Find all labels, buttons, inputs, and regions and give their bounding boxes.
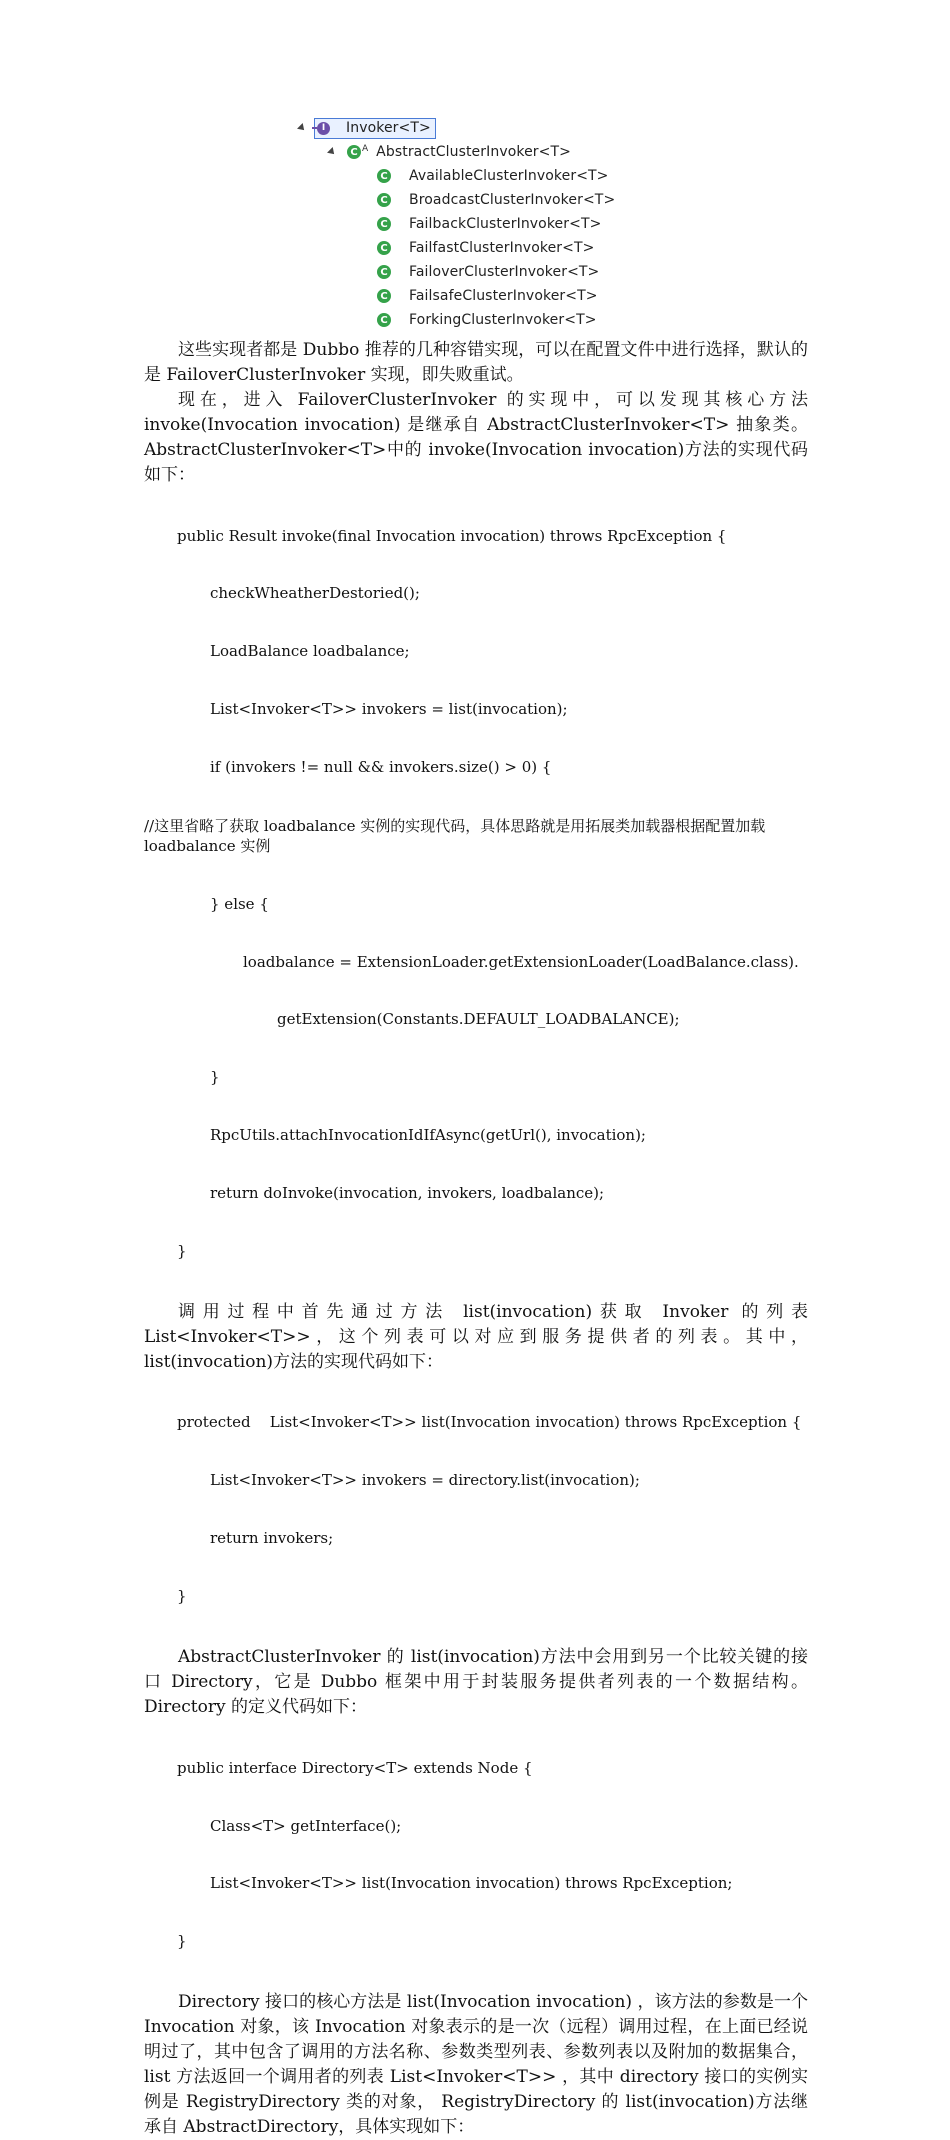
- paragraph-directory-list: Directory 接口的核心方法是 list(Invocation invocation) ，该方法的参数是一个 Invocation 对象，该 Invocation 对象表示的是一次（远程）调用过程，在上面已经说明过了，其中包含了调用的方法名称、参数类型列表、参数列表以及附加的数据集合，list 方法返回一个调用者的列表 List<Invoker<T>> ，其中 directory 接口的实例实例是 RegistryDirectory 类的对象， RegistryDirectory 的 list(invocation)方法继承自 AbstractDirectory，具体实现如下：: [144, 1992, 808, 2138]
- code-line: return doInvoke(invocation, invokers, loadbalance);: [210, 1184, 605, 1203]
- code-block-list: [144, 1375, 808, 1645]
- tree-node-class[interactable]: [377, 214, 601, 234]
- code-line: public interface Directory<T> extends Node {: [177, 1758, 533, 1777]
- code-line: loadbalance = ExtensionLoader.getExtensionLoader(LoadBalance.class).: [243, 952, 799, 971]
- tree-node-label: Invoker<T>: [346, 120, 431, 136]
- code-line: LoadBalance loadbalance;: [210, 642, 410, 661]
- code-line: Class<T> getInterface();: [210, 1816, 402, 1835]
- tree-node-label: AbstractClusterInvoker<T>: [376, 144, 571, 160]
- tree-node-label: FailoverClusterInvoker<T>: [409, 264, 600, 280]
- tree-node-label: BroadcastClusterInvoker<T>: [409, 192, 616, 208]
- code-block-invoke: [144, 488, 808, 1300]
- code-line: checkWheatherDestoried();: [210, 584, 420, 603]
- document-body: [144, 338, 808, 2140]
- code-line: RpcUtils.attachInvocationIdIfAsync(getUrl(), invocation);: [210, 1126, 646, 1145]
- code-line: }: [177, 1932, 187, 1951]
- code-line: }: [210, 1068, 220, 1087]
- tree-node-label: ForkingClusterInvoker<T>: [409, 312, 597, 328]
- class-hierarchy-tree: [0, 0, 950, 340]
- abstract-class-icon: C A: [347, 145, 368, 159]
- code-line: }: [177, 1587, 187, 1606]
- tree-node-class[interactable]: [377, 238, 594, 258]
- tree-node-class[interactable]: [377, 286, 598, 306]
- tree-node-label: FailfastClusterInvoker<T>: [409, 240, 595, 256]
- code-line: List<Invoker<T>> invokers = list(invocation);: [210, 700, 568, 719]
- code-line: protected List<Invoker<T>> list(Invocation invocation) throws RpcException {: [177, 1413, 802, 1432]
- tree-node-class[interactable]: [377, 262, 599, 282]
- tree-node-label: FailbackClusterInvoker<T>: [409, 216, 602, 232]
- code-line: public Result invoke(final Invocation invocation) throws RpcException {: [177, 526, 727, 545]
- code-line: return invokers;: [210, 1529, 334, 1548]
- tree-node-class[interactable]: [377, 310, 597, 330]
- paragraph-directory-intro: AbstractClusterInvoker 的 list(invocation)方法中会用到另一个比较关键的接口 Directory，它是 Dubbo 框架中用于封装服务提供者列表的一个数据结构。Directory 的定义代码如下：: [144, 1647, 808, 1718]
- selection-highlight[interactable]: [314, 118, 436, 139]
- code-line: if (invokers != null && invokers.size() > 0) {: [210, 758, 552, 777]
- tree-node-root[interactable]: [314, 118, 436, 138]
- expand-toggle-icon[interactable]: [297, 123, 307, 133]
- code-comment: //这里省略了获取 loadbalance 实例的实现代码，具体思路就是用拓展类加载器根据配置加载 loadbalance 实例: [144, 817, 766, 856]
- interface-icon: I: [317, 122, 330, 135]
- code-block-directory: [144, 1720, 808, 1990]
- class-icon: C: [377, 193, 391, 207]
- paragraph-failover-invoke: 现在，进入 FailoverClusterInvoker 的实现中，可以发现其核心方法 invoke(Invocation invocation) 是继承自 AbstractClusterInvoker<T> 抽象类。AbstractClusterInvoker<T>中的 invoke(Invocation invocation)方法的实现代码如下：: [144, 390, 808, 485]
- class-icon: C: [377, 313, 391, 327]
- tree-node-abstract[interactable]: [347, 142, 571, 162]
- class-icon: C: [377, 169, 391, 183]
- tree-node-class[interactable]: [377, 166, 609, 186]
- code-line: } else {: [210, 894, 269, 913]
- expand-toggle-icon[interactable]: [327, 147, 337, 157]
- class-icon: C: [377, 265, 391, 279]
- code-line: List<Invoker<T>> list(Invocation invocation) throws RpcException;: [210, 1874, 733, 1893]
- code-line: getExtension(Constants.DEFAULT_LOADBALANCE);: [277, 1010, 680, 1029]
- class-icon: C: [377, 289, 391, 303]
- class-icon: C: [377, 241, 391, 255]
- paragraph-cluster-implementations: 这些实现者都是 Dubbo 推荐的几种容错实现，可以在配置文件中进行选择，默认的是 FailoverClusterInvoker 实现，即失败重试。: [144, 340, 808, 385]
- tree-node-label: AvailableClusterInvoker<T>: [409, 168, 609, 184]
- code-line: List<Invoker<T>> invokers = directory.list(invocation);: [210, 1471, 640, 1490]
- code-line: }: [177, 1241, 187, 1260]
- tree-node-class[interactable]: [377, 190, 615, 210]
- class-icon: C: [377, 217, 391, 231]
- tree-node-label: FailsafeClusterInvoker<T>: [409, 288, 598, 304]
- paragraph-list-invocation: 调用过程中首先通过方法 list(invocation)获取 Invoker 的列表 List<Invoker<T>>，这个列表可以对应到服务提供者的列表。其中，list(invocation)方法的实现代码如下：: [144, 1301, 808, 1372]
